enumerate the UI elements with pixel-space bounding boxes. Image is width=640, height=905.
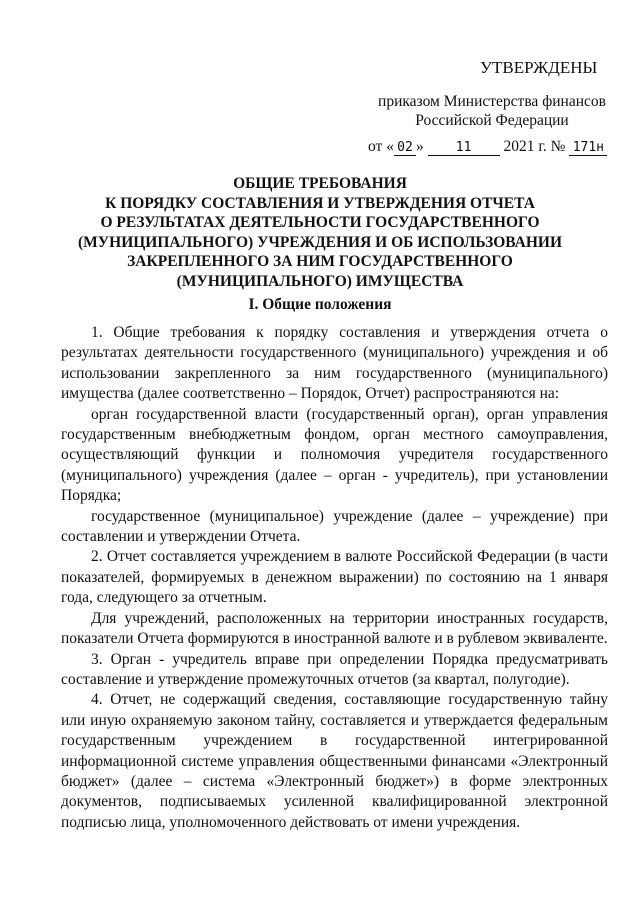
title-line: К ПОРЯДКУ СОСТАВЛЕНИЯ И УТВЕРЖДЕНИЯ ОТЧЕТА [105,194,535,212]
document-title [40,174,600,291]
title-line: О РЕЗУЛЬТАТАХ ДЕЯТЕЛЬНОСТИ ГОСУДАРСТВЕННОГО [100,214,540,231]
title-line: (МУНИЦИПАЛЬНОГО) ИМУЩЕСТВА [176,272,464,290]
paragraph: 3. Орган - учредитель вправе при определении Порядка предусматривать составление и утверждение промежуточных отчетов (за квартал, полугодие). [61,650,608,688]
date-mid: » [415,138,424,155]
order-line-1: приказом Министерства финансов [378,93,606,110]
approved-label: УТВЕРЖДЕНЫ [480,58,598,77]
order-month: 11 [428,140,500,156]
paragraph: орган государственной власти (государственный орган), орган управления государственным внебюджетным фондом, орган местного самоуправления, осуществляющий функции и полномочия учредителя государственного (муниципального) учреждения (далее – орган - учредитель), при установлении Порядка; [61,405,608,505]
title-line: ОБЩИЕ ТРЕБОВАНИЯ [233,175,407,192]
approval-stamp [0,58,598,78]
order-number: 171н [569,140,607,156]
order-day: 02 [394,140,416,156]
section-heading: I. Общие положения [248,296,392,313]
paragraph: 4. Отчет, не содержащий сведения, составляющие государственную тайну или иную охраняемую законом тайну, составляется и утверждается федеральным государственным учреждением в государственной интегрированной информационной системе управления общественными финансами «Электронный бюджет» (далее – система «Электронный бюджет») в форме электронных документов, подписываемых усиленной квалифицированной электронной подписью лица, уполномоченного действовать от имени учреждения. [61,691,608,831]
order-line-2: Российской Федерации [415,112,569,129]
paragraph: Для учреждений, расположенных на территории иностранных государств, показатели Отчета формируются в иностранной валюте и в рублевом эквиваленте. [61,609,608,648]
paragraph: 2. Отчет составляется учреждением в валюте Российской Федерации (в части показателей, формируемых в денежном выражении) по состоянию на 1 января года, следующего за отчетным. [61,548,608,607]
order-reference [372,92,612,130]
paragraph: 1. Общие требования к порядку составления и утверждения отчета о результатах деятельности государственного (муниципального) учреждения и об использовании закрепленного за ним государственного (муниципального) имущества (далее соответственно – Порядок, Отчет) распространяются на: [61,324,608,403]
title-line: ЗАКРЕПЛЕННОГО ЗА НИМ ГОСУДАРСТВЕННОГО [127,253,513,270]
order-year: 2021 г. № [503,138,566,155]
order-date-number [368,138,608,156]
document-body [61,323,608,833]
date-prefix: от « [368,138,394,155]
title-line: (МУНИЦИПАЛЬНОГО) УЧРЕЖДЕНИЯ И ОБ ИСПОЛЬЗОВАНИИ [77,233,563,251]
paragraph: государственное (муниципальное) учреждение (далее – учреждение) при составлении и утверждении Отчета. [61,507,608,546]
